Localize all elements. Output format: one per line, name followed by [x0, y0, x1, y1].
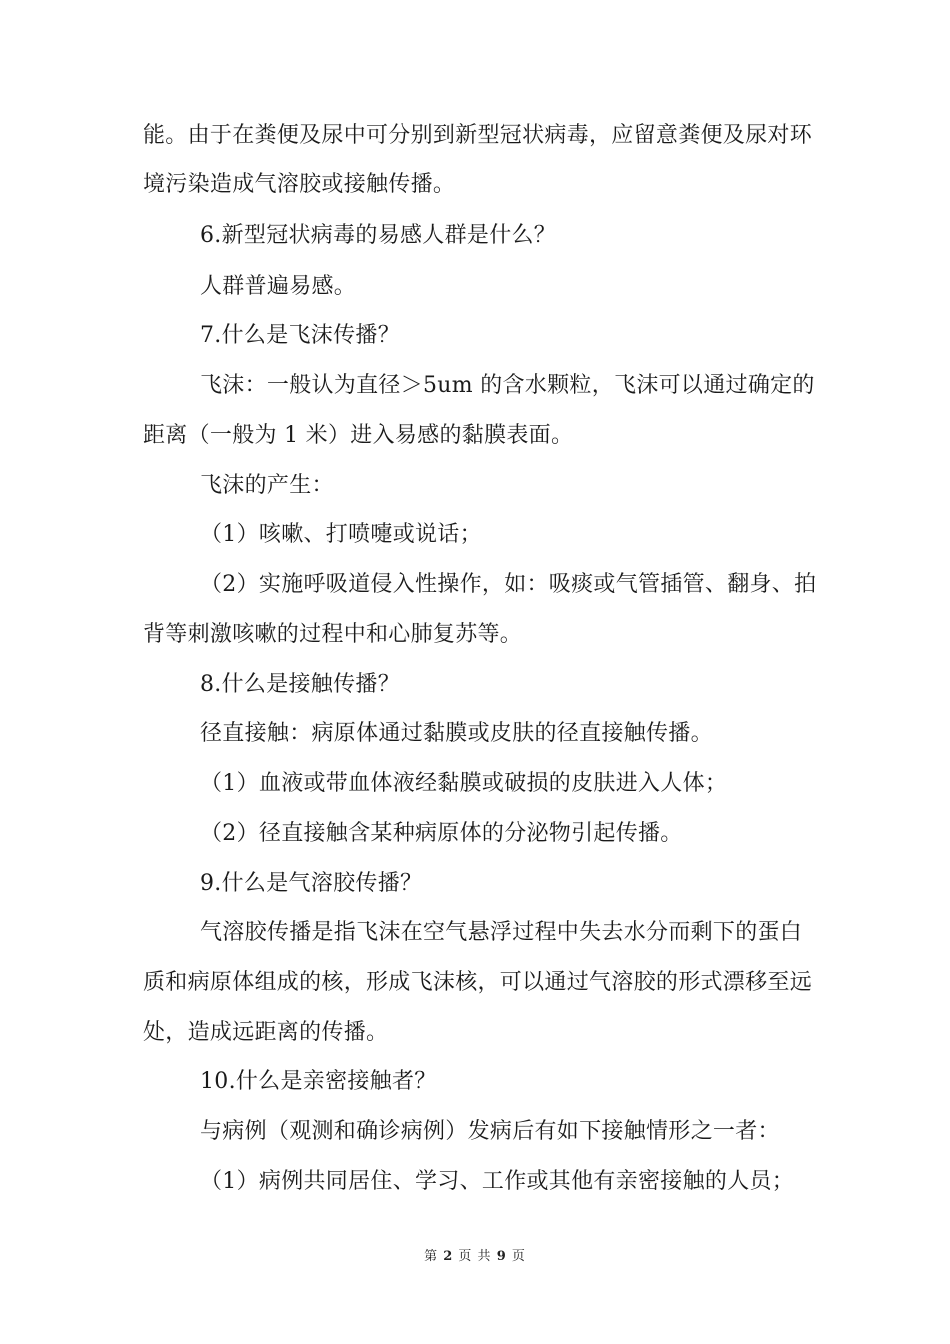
- total-page-count: 9: [496, 1249, 507, 1264]
- footer-suffix: 页: [511, 1249, 526, 1264]
- list-item: （1）咳嗽、打喷嚏或说话；: [200, 522, 482, 547]
- list-item: （1）病例共同居住、学习、工作或其他有亲密接触的人员；: [200, 1169, 795, 1194]
- text-line: 距离（一般为 1 米）进入易感的黏膜表面。: [143, 423, 574, 448]
- list-item: （2）径直接触含某种病原体的分泌物引起传播。: [200, 821, 683, 846]
- answer-paragraph: 径直接触：病原体通过黏膜或皮肤的径直接触传播。: [200, 721, 713, 746]
- footer-middle: 页 共: [458, 1249, 492, 1264]
- text-line: 气溶胶传播是指飞沫在空气悬浮过程中失去水分而剩下的蛋白: [200, 920, 803, 945]
- text-line: 处，造成远距离的传播。: [143, 1020, 389, 1045]
- current-page-number: 2: [443, 1249, 454, 1264]
- answer-paragraph: 与病例（观测和确诊病例）发病后有如下接触情形之一者：: [200, 1119, 780, 1144]
- text-line: 飞沫的产生：: [200, 473, 334, 498]
- question-heading: 8.什么是接触传播？: [200, 672, 400, 697]
- text-line: 背等刺激咳嗽的过程中和心肺复苏等。: [143, 622, 523, 647]
- question-heading: 7.什么是飞沫传播？: [200, 323, 400, 348]
- question-heading: 9.什么是气溶胶传播？: [200, 871, 423, 896]
- text-line: 质和病原体组成的核，形成飞沫核，可以通过气溶胶的形式漂移至远: [143, 970, 813, 995]
- footer-prefix: 第: [424, 1249, 439, 1264]
- list-item: （1）血液或带血体液经黏膜或破损的皮肤进入人体；: [200, 771, 728, 796]
- question-heading: 6.新型冠状病毒的易感人群是什么？: [200, 223, 557, 248]
- list-item: （2）实施呼吸道侵入性操作，如：吸痰或气管插管、翻身、拍: [200, 572, 817, 597]
- text-line: 飞沫：一般认为直径＞5um 的含水颗粒，飞沫可以通过确定的: [200, 373, 815, 398]
- answer-paragraph: 人群普遍易感。: [200, 274, 357, 299]
- text-line: 境污染造成气溶胶或接触传播。: [143, 172, 456, 197]
- page-footer: [0, 1249, 950, 1265]
- question-heading: 10.什么是亲密接触者？: [200, 1069, 437, 1094]
- text-line: 能。由于在粪便及尿中可分别到新型冠状病毒，应留意粪便及尿对环: [143, 123, 813, 148]
